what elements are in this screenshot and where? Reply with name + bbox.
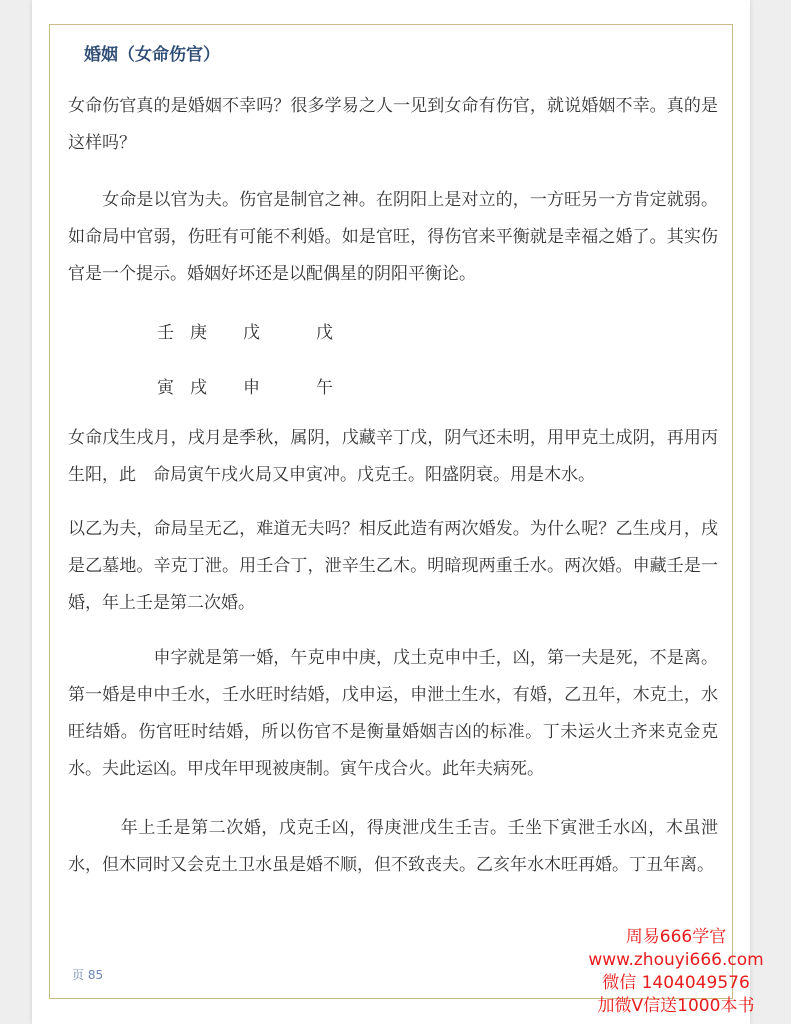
bazi-year-stem: 壬: [157, 323, 174, 343]
page-number: 85: [87, 968, 104, 982]
bazi-hour-branch: 午: [316, 378, 333, 398]
paragraph-first-marriage: 申字就是第一婚，午克申中庚，戊土克申中壬，凶，第一夫是死，不是离。第一婚是申中壬水，壬水旺时结婚，戊申运，申泄土生水，有婚，乙丑年，木克土，水旺结婚。伤官旺时结婚，所以伤官不是衡量婚姻吉凶的标准。丁未运火土齐来克金克水。夫此运凶。甲戌年甲现被庚制。寅午戌合火。此年夫病死。: [68, 648, 718, 779]
page-prefix: 页: [72, 968, 85, 982]
watermark-line-2: www.zhouyi666.com: [588, 950, 764, 970]
paragraph-principle: 女命是以官为夫。伤官是制官之神。在阴阳上是对立的，一方旺另一方肯定就弱。如命局中官弱，伤旺有可能不利婚。如是官旺，得伤官来平衡就是幸福之婚了。其实伤官是一个提示。婚姻好坏还是以配偶星的阴阳平衡论。: [68, 190, 718, 284]
paragraph-second-marriage: 年上壬是第二次婚，戊克壬凶，得庚泄戊生壬吉。壬坐下寅泄壬水凶，木虽泄水，但木同时又会克土卫水虽是婚不顺，但不致丧夫。乙亥年水木旺再婚。丁丑年离。: [68, 818, 718, 875]
paragraph-intro: 女命伤官真的是婚姻不幸吗？很多学易之人一见到女命有伤官，就说婚姻不幸。真的是这样吗？: [68, 96, 718, 153]
page-footer: [72, 966, 103, 983]
paragraph-husband-star: 以乙为夫，命局呈无乙，难道无夫吗？相反此造有两次婚发。为什么呢？乙生戌月，戌是乙墓地。辛克丁泄。用壬合丁，泄辛生乙木。明暗现两重壬水。两次婚。申藏壬是一婚，年上壬是第二次婚。: [68, 519, 718, 613]
bazi-day-stem: 戊: [243, 323, 260, 343]
section-heading: 婚姻（女命伤官）: [84, 45, 220, 65]
bazi-day-branch: 申: [243, 378, 260, 398]
bazi-hour-stem: 戊: [316, 323, 333, 343]
watermark-line-4: 加微V信送1000本书: [597, 996, 755, 1016]
paragraph-chart-analysis: 女命戊生戌月，戌月是季秋，属阴，戊藏辛丁戊，阴气还未明，用甲克土成阴，再用丙生阳，此 命局寅午戌火局又申寅冲。戊克壬。阳盛阴衰。用是木水。: [68, 428, 718, 485]
watermark-line-1: 周易666学官: [625, 927, 727, 947]
watermark: [571, 926, 781, 1018]
bazi-month-branch: 戌: [190, 378, 207, 398]
bazi-year-branch: 寅: [157, 378, 174, 398]
watermark-line-3: 微信 1404049576: [602, 973, 750, 993]
bazi-month-stem: 庚: [190, 323, 207, 343]
